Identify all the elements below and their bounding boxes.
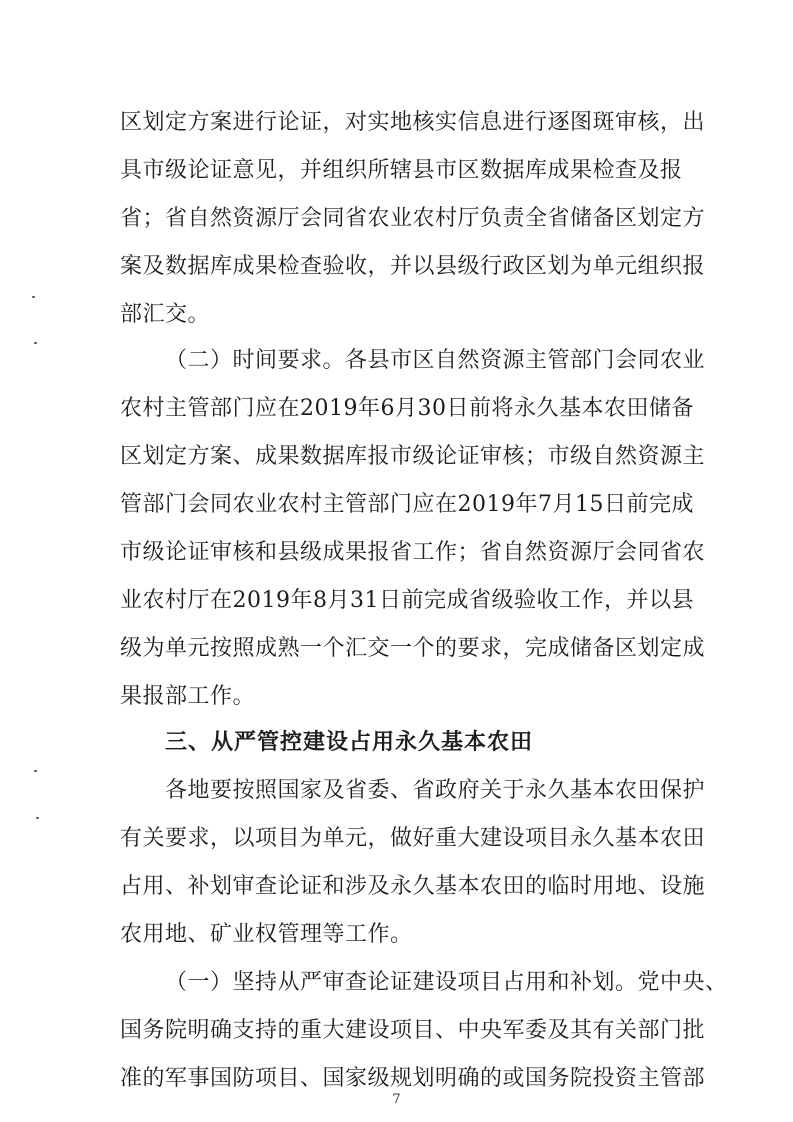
- text-line: 农用地、矿业权管理等工作。: [120, 922, 413, 947]
- text-line: 级为单元按照成熟一个汇交一个的要求，完成储备区划定成: [120, 636, 706, 661]
- paragraph-first-line: 各地要按照国家及省委、省政府关于永久基本农田保护: [165, 778, 706, 803]
- scan-mark: [36, 817, 39, 819]
- text-line: 管部门会同农业农村主管部门应在2019年7月15日前完成: [120, 492, 694, 517]
- text-line: 部汇交。: [120, 302, 211, 327]
- paragraph-first-line: （一）坚持从严审查论证建设项目占用和补划。党中央、: [165, 970, 728, 995]
- text-line: 有关要求，以项目为单元，做好重大建设项目永久基本农田: [120, 826, 706, 851]
- text-line: 业农村厅在2019年8月31日前完成省级验收工作，并以县: [120, 588, 694, 613]
- text-line: 国务院明确支持的重大建设项目、中央军委及其有关部门批: [120, 1018, 706, 1043]
- text-line: 区划定方案、成果数据库报市级论证审核；市级自然资源主: [120, 444, 706, 469]
- text-line: 市级论证审核和县级成果报省工作；省自然资源厅会同省农: [120, 540, 706, 565]
- scan-mark: [32, 296, 35, 298]
- text-line: 案及数据库成果检查验收，并以县级行政区划为单元组织报: [120, 254, 706, 279]
- paragraph-first-line: （二）时间要求。各县市区自然资源主管部门会同农业: [165, 348, 706, 373]
- text-line: 省；省自然资源厅会同省农业农村厅负责全省储备区划定方: [120, 206, 706, 231]
- text-line: 具市级论证意见，并组织所辖县市区数据库成果检查及报: [120, 158, 683, 183]
- page-number: 7: [392, 1092, 401, 1107]
- text-line: 区划定方案进行论证，对实地核实信息进行逐图斑审核，出: [120, 110, 706, 135]
- scan-mark: [34, 770, 37, 772]
- text-line: 准的军事国防项目、国家级规划明确的或国务院投资主管部: [120, 1066, 706, 1091]
- text-line: 果报部工作。: [120, 684, 256, 709]
- section-heading: 三、从严管控建设占用永久基本农田: [165, 730, 534, 755]
- scan-mark: [34, 342, 37, 344]
- text-line: 占用、补划审查论证和涉及永久基本农田的临时用地、设施: [120, 874, 706, 899]
- text-line: 农村主管部门应在2019年6月30日前将永久基本农田储备: [120, 396, 694, 421]
